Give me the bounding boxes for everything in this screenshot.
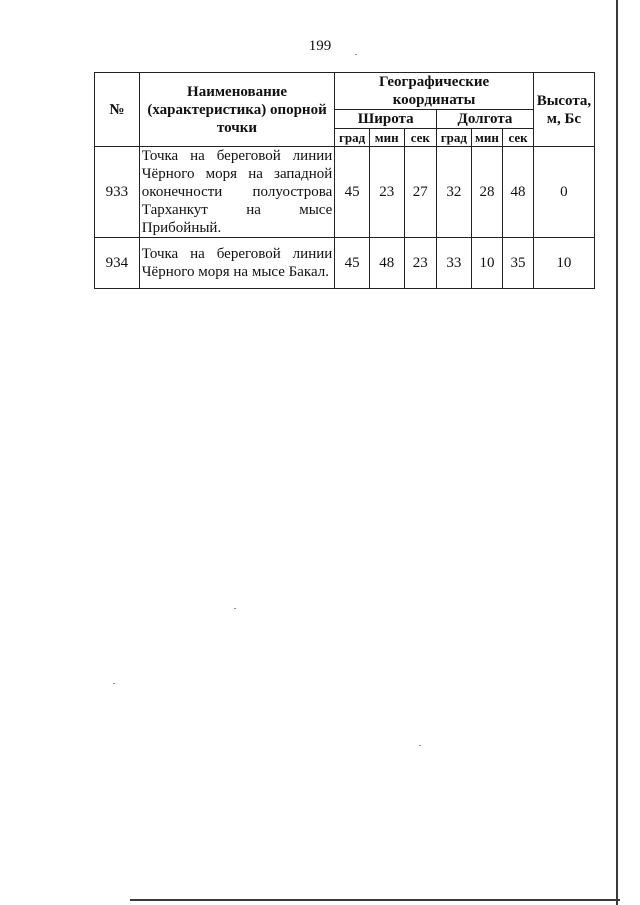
cell-number: 934 (95, 238, 140, 289)
cell-lat-deg: 45 (335, 147, 370, 238)
table-row (95, 147, 595, 238)
header-lon-deg: град (437, 129, 472, 147)
header-lon-min: мин (471, 129, 503, 147)
cell-name: Точка на береговой линии Чёрного моря на мысе Бакал. (139, 238, 334, 289)
cell-lon-min: 28 (471, 147, 503, 238)
cell-height: 10 (533, 238, 594, 289)
scan-edge-right (616, 0, 618, 905)
header-height: Высота, м, Бс (533, 73, 594, 147)
cell-lon-min: 10 (471, 238, 503, 289)
cell-lon-deg: 33 (437, 238, 472, 289)
header-number: № (95, 73, 140, 147)
scan-speck (234, 608, 236, 609)
header-lat-deg: град (335, 129, 370, 147)
cell-number: 933 (95, 147, 140, 238)
header-name: Наименование (характеристика) опорной точки (139, 73, 334, 147)
cell-lon-sec: 48 (503, 147, 534, 238)
cell-lat-min: 23 (369, 147, 404, 238)
cell-lat-min: 48 (369, 238, 404, 289)
cell-lat-sec: 23 (404, 238, 437, 289)
header-lat-min: мин (369, 129, 404, 147)
cell-lon-deg: 32 (437, 147, 472, 238)
table-row (95, 238, 595, 289)
scan-edge-bottom (130, 899, 620, 901)
header-lon-sec: сек (503, 129, 534, 147)
header-coordinates: Географические координаты (335, 73, 534, 110)
cell-lon-sec: 35 (503, 238, 534, 289)
header-longitude: Долгота (437, 110, 534, 129)
cell-lat-sec: 27 (404, 147, 437, 238)
cell-name: Точка на береговой линии Чёрного моря на западной оконечности полуострова Тарханкут на мысе Прибойный. (139, 147, 334, 238)
scan-speck (113, 683, 115, 684)
cell-lat-deg: 45 (335, 238, 370, 289)
scan-speck (419, 745, 421, 746)
reference-points-table (94, 72, 595, 289)
cell-height: 0 (533, 147, 594, 238)
header-latitude: Широта (335, 110, 437, 129)
page-number: 199 (308, 38, 332, 54)
header-lat-sec: сек (404, 129, 437, 147)
